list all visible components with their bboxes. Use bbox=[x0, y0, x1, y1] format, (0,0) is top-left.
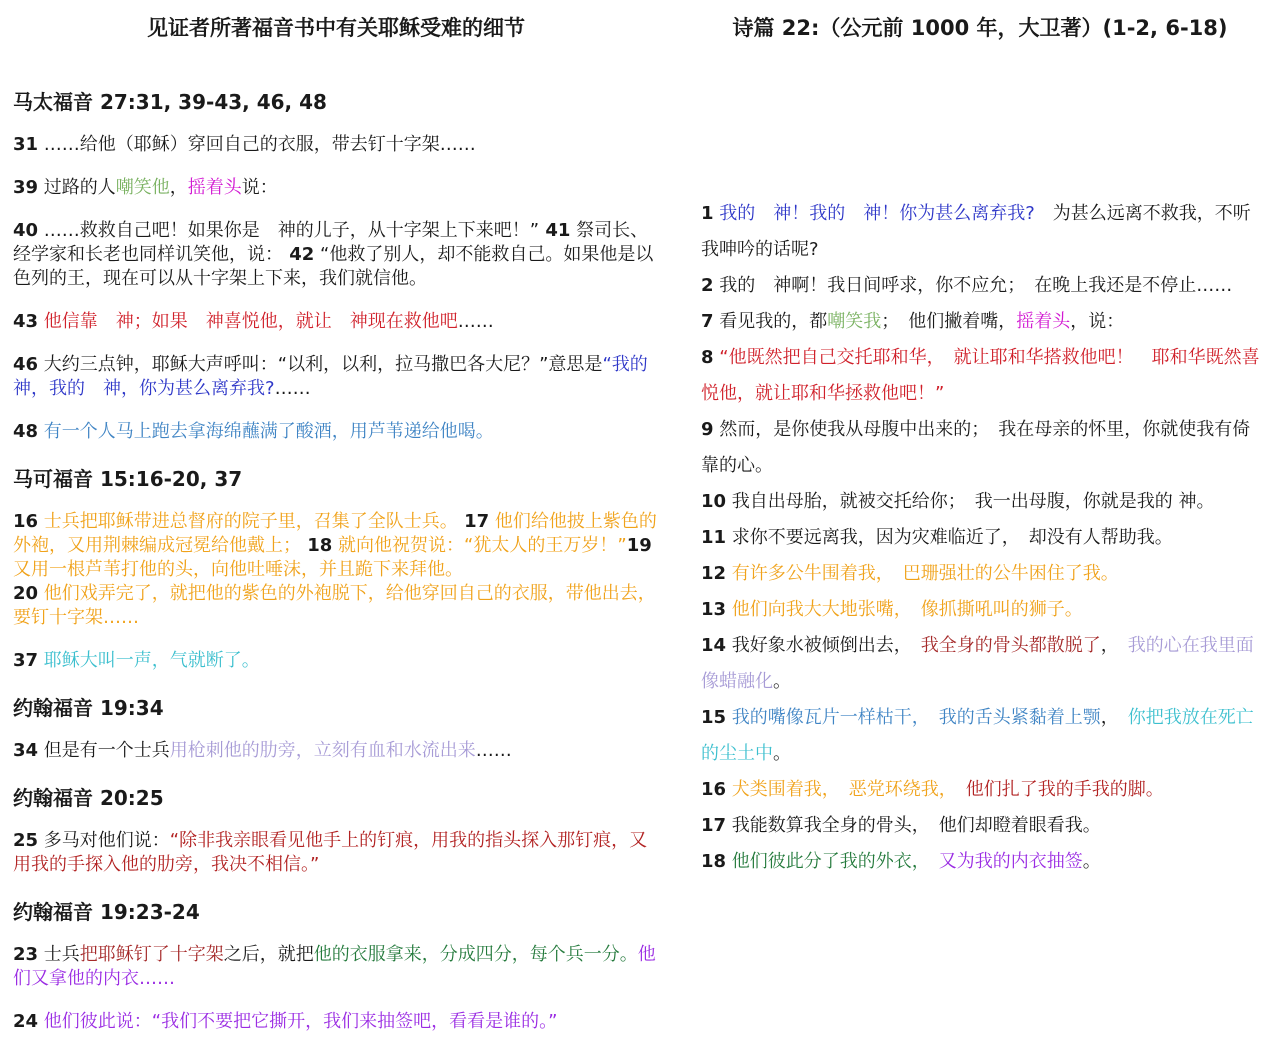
matthew-verse-48: 48 有一个人马上跑去拿海绵蘸满了酸酒，用芦苇递给他喝。 bbox=[13, 421, 494, 442]
left-column-title: 见证者所著福音书中有关耶稣受难的细节 bbox=[147, 16, 525, 40]
mark-heading: 马可福音 15:16-20, 37 bbox=[13, 467, 243, 491]
right-column-title: 诗篇 22:（公元前 1000 年，大卫著）(1-2, 6-18) bbox=[732, 16, 1228, 40]
psalm-verse-7: 7 看见我的，都嘲笑我； 他们撇着嘴，摇着头，说： bbox=[701, 311, 1125, 332]
matthew-verse-39: 39 过路的人嘲笑他，摇着头说： bbox=[13, 177, 278, 198]
matthew-verses-40-42: 40 ……救救自己吧！如果你是 神的儿子，从十字架上下来吧！” 41 祭司长、经学家和长老也同样讥笑他，说： 42 “他救了别人，却不能救自己。如果他是以色列的王，现在可以从十字架上下来，我们就信他。 bbox=[13, 220, 654, 289]
psalm-verse-8: 8 “他既然把自己交托耶和华， 就让耶和华搭救他吧！ 耶和华既然喜悦他，就让耶和华拯救他吧！” bbox=[701, 347, 1260, 404]
matthew-heading: 马太福音 27:31, 39-43, 46, 48 bbox=[13, 90, 327, 114]
psalm-verse-10: 10 我自出母胎，就被交托给你； 我一出母腹，你就是我的 神。 bbox=[701, 491, 1215, 512]
psalm-verse-12: 12 有许多公牛围着我， 巴珊强壮的公牛困住了我。 bbox=[701, 563, 1119, 584]
gospel-column bbox=[13, 86, 665, 1034]
john-19-34-heading: 约翰福音 19:34 bbox=[13, 696, 164, 720]
psalm-verse-18: 18 他们彼此分了我的外衣， 又为我的内衣抽签。 bbox=[701, 851, 1101, 872]
psalm-verse-14: 14 我好象水被倾倒出去， 我全身的骨头都散脱了， 我的心在我里面像蜡融化。 bbox=[701, 635, 1254, 692]
psalm-verse-9: 9 然而，是你使我从母腹中出来的； 我在母亲的怀里，你就使我有倚靠的心。 bbox=[701, 419, 1251, 476]
psalm-verse-11: 11 求你不要远离我，因为灾难临近了， 却没有人帮助我。 bbox=[701, 527, 1173, 548]
john-verse-24: 24 他们彼此说：“我们不要把它撕开，我们来抽签吧，看看是谁的。” bbox=[13, 1011, 558, 1032]
matthew-verse-31: 31 ……给他（耶稣）穿回自己的衣服，带去钉十字架…… bbox=[13, 134, 476, 155]
psalm-column bbox=[701, 196, 1266, 880]
psalm-verse-1: 1 我的 神！我的 神！你为甚么离弃我? 为甚么远离不救我，不听我呻吟的话呢? bbox=[701, 203, 1251, 260]
john-verse-34: 34 但是有一个士兵用枪刺他的肋旁，立刻有血和水流出来…… bbox=[13, 740, 512, 761]
psalm-verse-15: 15 我的嘴像瓦片一样枯干， 我的舌头紧黏着上颚， 你把我放在死亡的尘土中。 bbox=[701, 707, 1254, 764]
psalm-verse-2: 2 我的 神啊！我日间呼求，你不应允； 在晚上我还是不停止…… bbox=[701, 275, 1233, 296]
john-verse-23: 23 士兵把耶稣钉了十字架之后，就把他的衣服拿来，分成四分，每个兵一分。他们又拿他的内衣…… bbox=[13, 944, 656, 989]
matthew-verse-43: 43 他信靠 神；如果 神喜悦他，就让 神现在救他吧…… bbox=[13, 311, 494, 332]
psalm-verse-16: 16 犬类围着我， 恶党环绕我， 他们扎了我的手我的脚。 bbox=[701, 779, 1164, 800]
john-20-25-heading: 约翰福音 20:25 bbox=[13, 786, 164, 810]
psalm-verse-13: 13 他们向我大大地张嘴， 像抓撕吼叫的狮子。 bbox=[701, 599, 1083, 620]
mark-verses-16-20: 16 士兵把耶稣带进总督府的院子里，召集了全队士兵。 17 他们给他披上紫色的外袍，又用荆棘编成冠冕给他戴上； 18 就向他祝贺说：“犹太人的王万岁！”19 又用一根芦苇打他的头，向他吐唾沫，并且跪下来拜他。 20 他们戏弄完了，就把他的紫色的外袍脱下，给他穿回自己的衣服，带他出去，要钉十字架…… bbox=[13, 511, 657, 628]
john-19-23-heading: 约翰福音 19:23-24 bbox=[13, 900, 200, 924]
mark-verse-37: 37 耶稣大叫一声，气就断了。 bbox=[13, 650, 260, 671]
matthew-verse-46: 46 大约三点钟，耶稣大声呼叫：“以利，以利，拉马撒巴各大尼？”意思是“我的 神，我的 神，你为甚么离弃我?…… bbox=[13, 354, 666, 399]
john-verse-25: 25 多马对他们说：“除非我亲眼看见他手上的钉痕，用我的指头探入那钉痕，又用我的手探入他的肋旁，我决不相信。” bbox=[13, 830, 648, 875]
psalm-verse-17: 17 我能数算我全身的骨头， 他们却瞪着眼看我。 bbox=[701, 815, 1101, 836]
